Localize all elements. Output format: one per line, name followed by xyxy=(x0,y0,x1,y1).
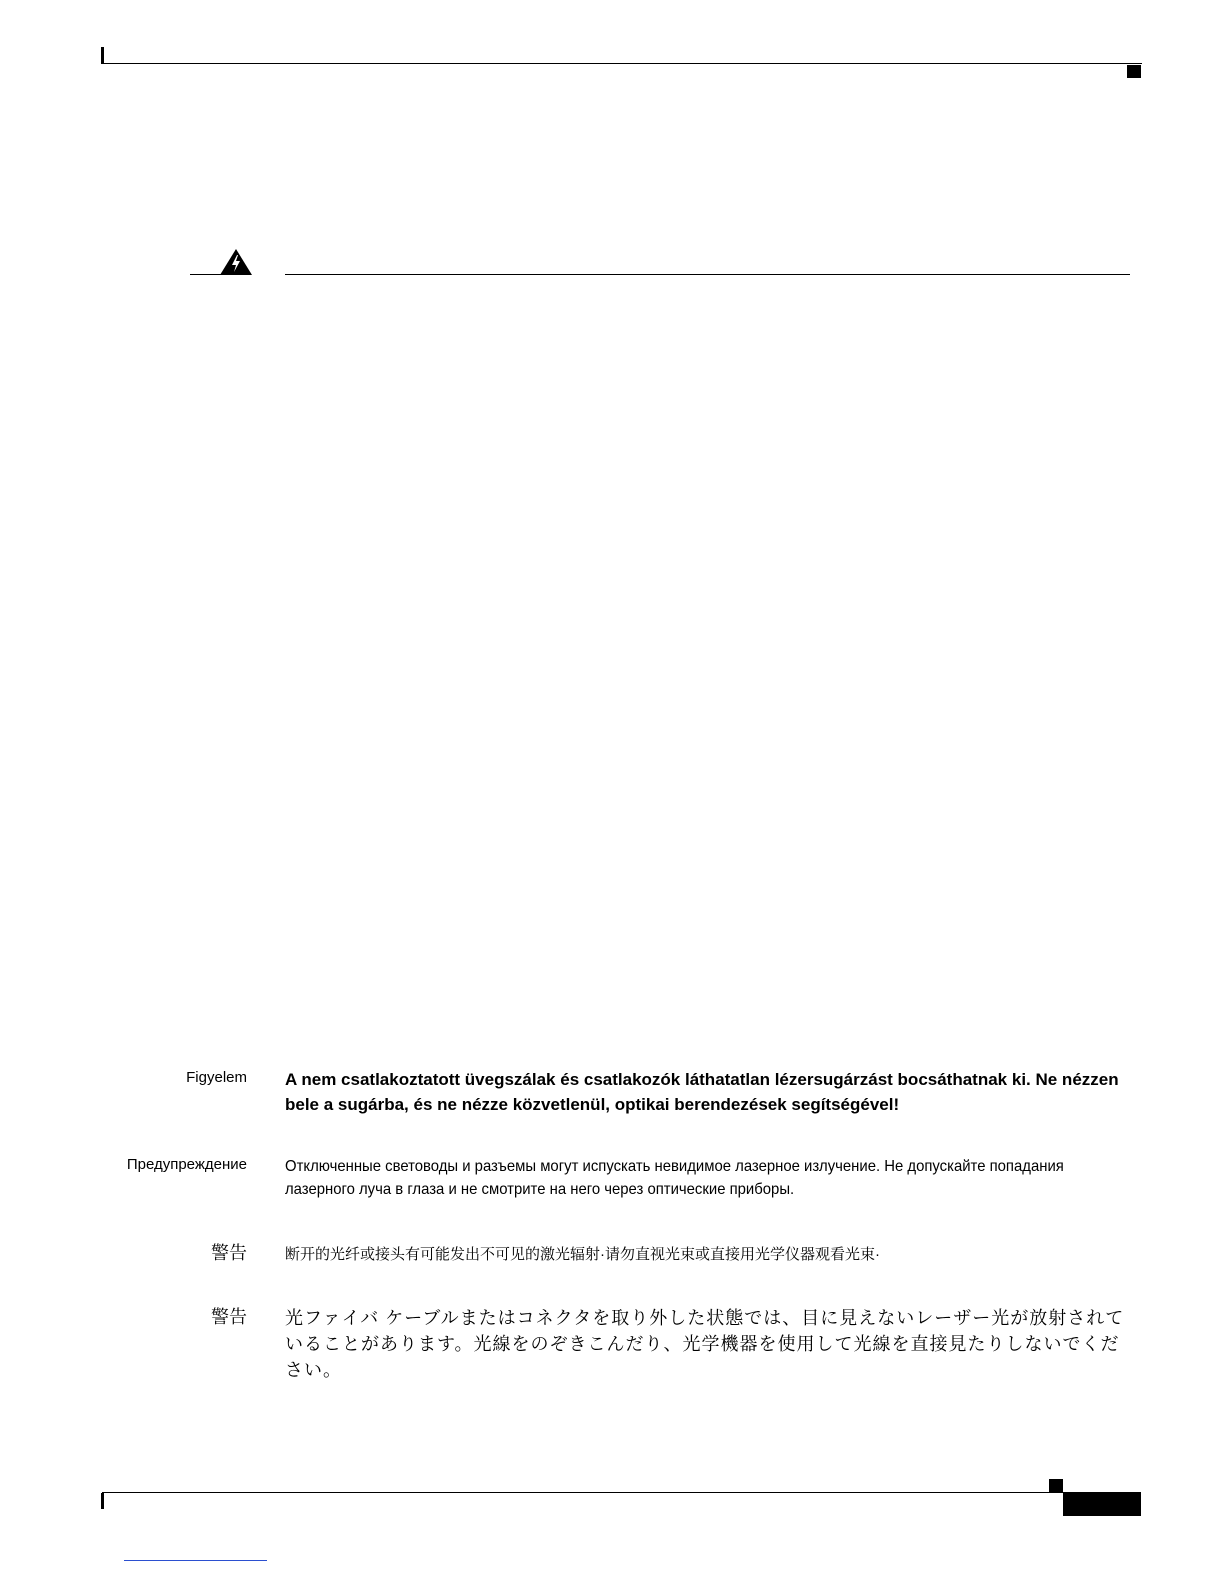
header-rule xyxy=(102,63,1142,64)
footer-rule xyxy=(102,1492,1062,1493)
warning-label-chinese: 警告 xyxy=(211,1243,247,1263)
warning-label-hungarian: Figyelem xyxy=(186,1069,247,1086)
warning-heading-rule xyxy=(285,274,1130,275)
footer-link-underline[interactable] xyxy=(124,1560,267,1561)
header-rule-tick xyxy=(101,47,104,64)
page-number-tab xyxy=(1063,1492,1141,1516)
footer-square-marker xyxy=(1049,1479,1063,1493)
warning-text-japanese: 光ファイバ ケーブルまたはコネクタを取り外した状態では、目に見えないレーザー光が放射されていることがあります。光線をのぞきこんだり、光学機器を使用して光線を直接見たりしないでください。 xyxy=(285,1308,1125,1380)
warning-icon-underline xyxy=(190,274,251,275)
warning-text-russian: Отключенные световоды и разъемы могут испускать невидимое лазерное излучение. Не допускайте попадания лазерного луча в глаза и не смотрите на него через оптические приборы. xyxy=(285,1158,1064,1198)
warning-triangle-icon xyxy=(219,248,253,276)
warning-text-chinese: 断开的光纤或接头有可能发出不可见的激光辐射·请勿直视光束或直接用光学仪器观看光束· xyxy=(285,1246,880,1263)
header-square-marker xyxy=(1127,65,1141,78)
warning-label-russian: Предупреждение xyxy=(126,1156,247,1173)
warning-label-japanese: 警告 xyxy=(211,1307,247,1327)
footer-rule-tick xyxy=(101,1493,104,1509)
warning-text-hungarian: A nem csatlakoztatott üvegszálak és csatlakozók láthatatlan lézersugárzást bocsáthatnak ki. Ne nézzen bele a sugárba, és ne nézze közvetlenül, optikai berendezések segítségével! xyxy=(285,1070,1119,1114)
